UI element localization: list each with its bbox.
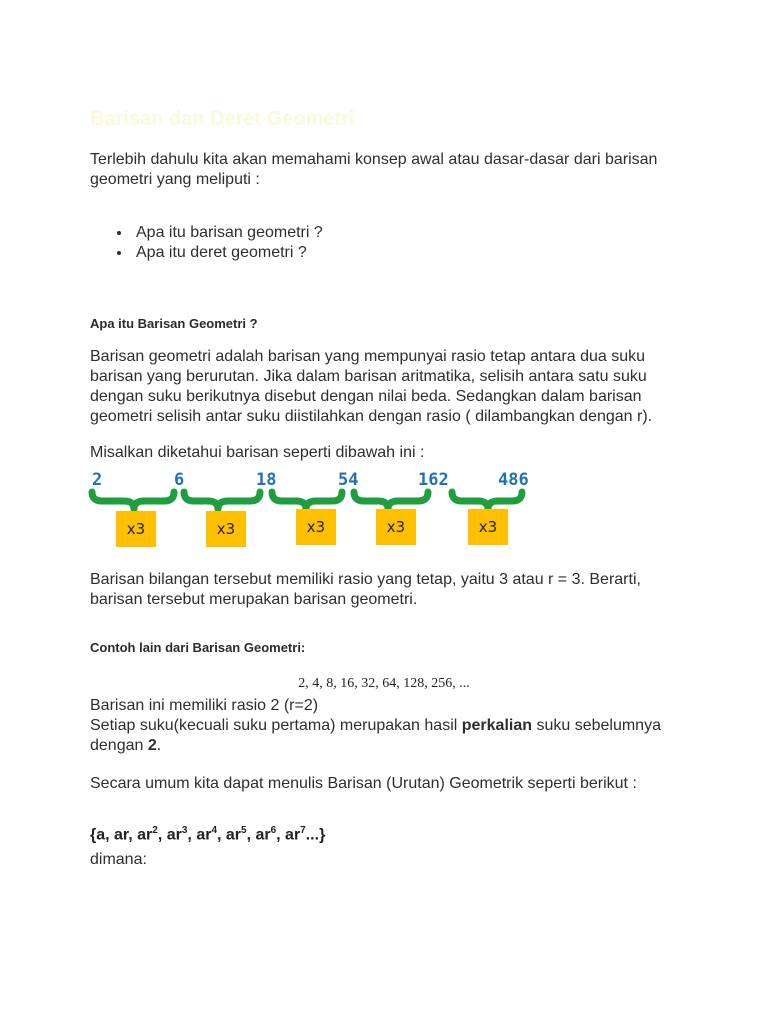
definition-line: barisan yang berurutan. Jika dalam barisan aritmatika, selisih antara satu suku bbox=[90, 368, 647, 385]
intro-line: Terlebih dahulu kita akan memahami konsep awal atau dasar-dasar dari barisan bbox=[90, 151, 658, 168]
section-heading-contoh: Contoh lain dari Barisan Geometri: bbox=[90, 640, 306, 655]
list-item: • Apa itu deret geometri ? bbox=[132, 243, 323, 263]
section-heading-barisan: Apa itu Barisan Geometri ? bbox=[90, 316, 258, 331]
geometric-sequence-diagram bbox=[88, 465, 548, 555]
intro-paragraph bbox=[90, 150, 657, 190]
brace-icon bbox=[452, 492, 522, 509]
definition-line: geometri selisih antar suku diistilahkan dengan rasio ( dilambangkan dengan r). bbox=[90, 408, 653, 425]
example-intro: Misalkan diketahui barisan seperti dibawah ini : bbox=[90, 444, 425, 461]
intro-line: geometri yang meliputi : bbox=[90, 171, 260, 188]
dimana-label: dimana: bbox=[90, 851, 147, 868]
multiplier-label: x3 bbox=[386, 518, 406, 536]
multiplier-label: x3 bbox=[478, 518, 498, 536]
conclusion-line: Barisan bilangan tersebut memiliki rasio yang tetap, yaitu 3 atau r = 3. Berarti, bbox=[90, 571, 641, 588]
multiplier-label: x3 bbox=[126, 520, 146, 538]
conclusion-paragraph bbox=[90, 570, 641, 610]
multiplier-label: x3 bbox=[216, 520, 236, 538]
ratio-paragraph bbox=[90, 696, 661, 756]
general-formula: {a, ar, $ar^2$, $ar^3$, $ar^4$, $ar^5$, $ar^6$, $ar^7$...} bbox=[90, 825, 326, 844]
sequence-number: 162 bbox=[418, 470, 449, 490]
list-item: • Apa itu barisan geometri ? bbox=[132, 223, 323, 243]
explain-text: dengan bbox=[90, 737, 148, 754]
brace-icon bbox=[184, 492, 260, 509]
sequence-number: 2 bbox=[92, 470, 103, 490]
ratio-line: Barisan ini memiliki rasio 2 (r=2) bbox=[90, 697, 319, 714]
sequence-number: 54 bbox=[338, 470, 359, 490]
definition-paragraph bbox=[90, 347, 652, 427]
brace-icon bbox=[272, 492, 342, 509]
conclusion-line: barisan tersebut merupakan barisan geometri. bbox=[90, 591, 418, 608]
topic-list bbox=[112, 223, 323, 263]
definition-line: dengan suku berikutnya disebut dengan nilai beda. Sedangkan dalam barisan bbox=[90, 388, 642, 405]
sequence-number: 18 bbox=[256, 470, 277, 490]
sequence-example: 2, 4, 8, 16, 32, 64, 128, 256, ... bbox=[298, 676, 470, 691]
explain-line bbox=[90, 716, 661, 736]
explain-bold: 2 bbox=[147, 737, 157, 754]
definition-line: Barisan geometri adalah barisan yang mempunyai rasio tetap antara dua suku bbox=[90, 348, 645, 365]
brace-icon bbox=[92, 492, 174, 509]
general-statement: Secara umum kita dapat menulis Barisan (Urutan) Geometrik seperti berikut : bbox=[90, 775, 637, 792]
explain-text: . bbox=[156, 737, 162, 754]
sequence-number: 6 bbox=[174, 470, 185, 490]
brace-icon bbox=[354, 492, 428, 509]
explain-line bbox=[90, 736, 661, 756]
explain-text: suku sebelumnya bbox=[532, 717, 661, 734]
page-title: Barisan dan Deret Geometri bbox=[90, 108, 355, 130]
explain-text: Setiap suku(kecuali suku pertama) merupakan hasil bbox=[90, 717, 462, 734]
sequence-number: 486 bbox=[498, 470, 529, 490]
explain-bold: perkalian bbox=[461, 717, 533, 734]
multiplier-label: x3 bbox=[306, 518, 326, 536]
